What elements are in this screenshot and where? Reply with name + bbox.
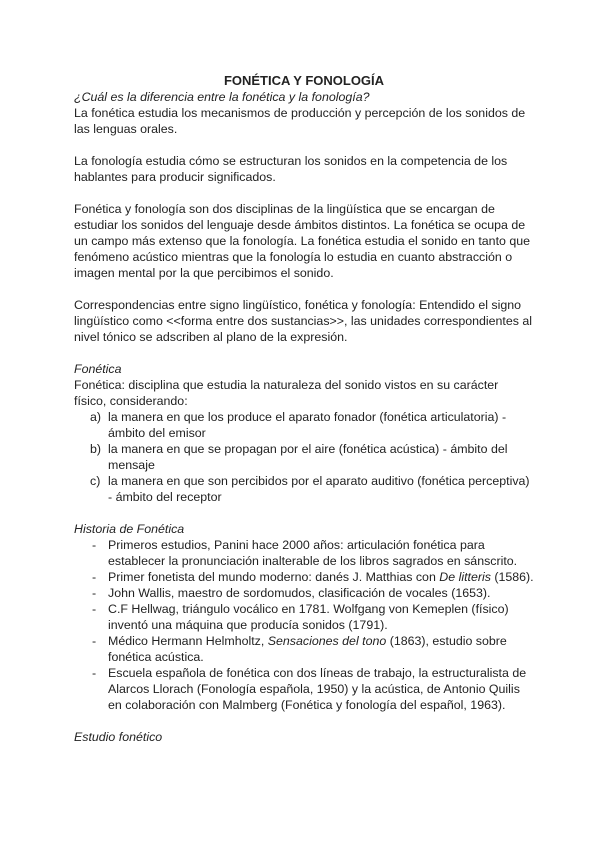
document-title: FONÉTICA Y FONOLOGÍA <box>223 73 385 88</box>
document-page <box>74 73 534 745</box>
list-marker: - <box>92 634 97 648</box>
list-item-text-pre: Primer fonetista del mundo moderno: danés J. Matthias con <box>108 570 440 584</box>
list-item <box>74 633 534 665</box>
list-item <box>74 473 534 505</box>
list-item <box>74 585 534 601</box>
list-item <box>74 537 534 569</box>
list-marker: - <box>92 570 97 584</box>
list-item <box>74 665 534 713</box>
list-item-text: Escuela española de fonética con dos líneas de trabajo, la estructuralista de Alarcos Llorach (Fonología española, 1950) y la acústica, de Antonio Quilis en colaboración con Malmberg (Fonética y fonología del español, 1963). <box>108 666 527 712</box>
list-item-text: la manera en que los produce el aparato fonador (fonética articulatoria) - ámbito del emisor <box>108 410 507 440</box>
list-item-text-post: (1586). <box>490 570 534 584</box>
question-heading: ¿Cuál es la diferencia entre la fonética y la fonología? <box>74 90 370 104</box>
list-marker: b) <box>90 442 102 456</box>
list-item-text-post: (1863), estudio sobre fonética acústica. <box>108 634 507 664</box>
paragraph-fonetica-definition: La fonética estudia los mecanismos de producción y percepción de los sonidos de las lenguas orales. <box>74 106 526 136</box>
list-marker: - <box>92 586 97 600</box>
section-heading-fonetica: Fonética <box>74 362 122 376</box>
list-item <box>74 441 534 473</box>
paragraph-comparison: Fonética y fonología son dos disciplinas de la lingüística que se encargan de estudiar los sonidos del lenguaje desde ámbitos distintos. La fonética se ocupa de un campo más extenso que la fonología. La fonética estudia el sonido en tanto que fenómeno acústico mientras que la fonología lo estudia en cuanto abstracción o imagen mental por la que percibimos el sonido. <box>74 202 531 280</box>
list-marker: - <box>92 602 97 616</box>
historia-list <box>74 537 534 713</box>
paragraph-fonologia-definition: La fonología estudia cómo se estructuran los sonidos en la competencia de los hablantes para producir significados. <box>74 154 508 184</box>
list-item <box>74 409 534 441</box>
list-item <box>74 601 534 633</box>
book-title: De litteris <box>439 570 491 584</box>
list-item-text: Primeros estudios, Panini hace 2000 años: articulación fonética para establecer la pronunciación inalterable de los libros sagrados en sánscrito. <box>108 538 518 568</box>
list-item-text-pre: Médico Hermann Helmholtz, <box>108 634 268 648</box>
fonetica-definition: Fonética: disciplina que estudia la naturaleza del sonido vistos en su carácter físico, considerando: <box>74 378 499 408</box>
section-heading-estudio: Estudio fonético <box>74 730 163 744</box>
list-item <box>74 569 534 585</box>
list-item-text: C.F Hellwag, triángulo vocálico en 1781. Wolfgang von Kemeplen (físico) inventó una máquina que producía sonidos (1791). <box>108 602 509 632</box>
fonetica-list <box>74 409 534 505</box>
list-marker: - <box>92 666 97 680</box>
list-item-text: la manera en que son percibidos por el aparato auditivo (fonética perceptiva) - ámbito del receptor <box>108 474 530 504</box>
book-title: Sensaciones del tono <box>267 634 387 648</box>
section-heading-historia: Historia de Fonética <box>74 522 185 536</box>
list-marker: c) <box>90 474 101 488</box>
list-item-text: John Wallis, maestro de sordomudos, clasificación de vocales (1653). <box>108 586 491 600</box>
list-marker: a) <box>90 410 102 424</box>
paragraph-correspondencias: Correspondencias entre signo lingüístico, fonética y fonología: Entendido el signo lingüístico como <<forma entre dos sustancias>>, las unidades correspondientes al nivel tónico se adscriben al plano de la expresión. <box>74 298 533 344</box>
list-marker: - <box>92 538 97 552</box>
list-item-text: la manera en que se propagan por el aire (fonética acústica) - ámbito del mensaje <box>108 442 508 472</box>
